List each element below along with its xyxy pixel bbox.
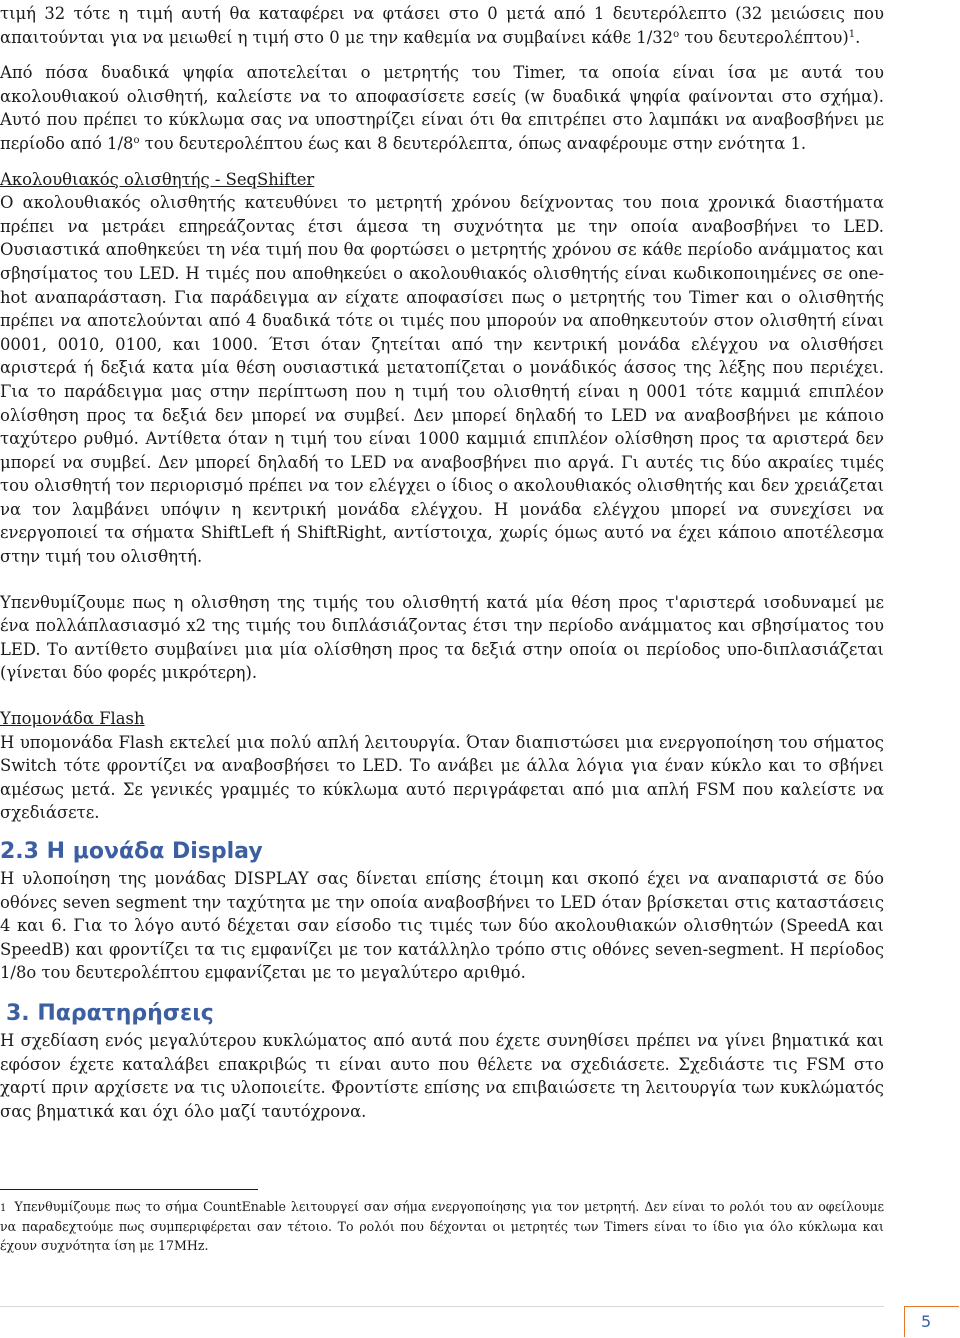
paragraph-timer-bits	[0, 61, 884, 155]
paragraph-remarks: Η σχεδίαση ενός μεγαλύτερου κυκλώματος από αυτά που έχετε συνηθίσει πρέπει να γίνει βηματικά και εφόσον έχετε καταλάβει επακριβώς τι είναι αυτο που θέλετε να σχεδιάσετε. Σχεδιάστε τις FSM στο χαρτί πριν αρχίσετε να τις υλοποιείτε. Φροντίστε επίσης να επιβαιώσετε τη λειτουργία των κυκλώματός σας βηματικά και όχι όλο μαζί ταυτόχρονα.	[0, 1030, 884, 1121]
section-heading-remarks: 3. Παρατηρήσεις	[6, 1000, 214, 1026]
text-run: του δευτερολέπτου)	[679, 27, 849, 47]
superscript: ο	[673, 28, 680, 40]
paragraph-shift-reminder: Υπενθυμίζουμε πως η ολισθηση της τιμής του ολισθητή κατά μία θέση προς τ'αριστερά ισοδυναμεί με ένα πολλάπλασιασμό x2 της τιμής του διπλάσιάζοντας έτσι την περίοδο ανάμματος και σβησίματος του LED. Το αντίθετο συμβαίνει μια μία ολίσθηση προς τα δεξιά στην οποία οι περίοδος υπο-διπλασιάζεται (γίνεται δύο φορές μικρότερη).	[0, 592, 884, 683]
section-heading-display: 2.3 Η μονάδα Display	[0, 839, 263, 864]
footnote-separator	[0, 1189, 258, 1190]
text-run: τιμή 32 τότε η τιμή αυτή θα καταφέρει να φτάσει στο 0 μετά από 1 δευτερόλεπτο (32 μειώσεις που απαιτούνται για να μειωθεί η τιμή στο 0 με την καθεμία να συμβαίνει κάθε 1/32	[0, 4, 884, 47]
paragraph-seqshifter: Ο ακολουθιακός ολισθητής κατευθύνει το μετρητή χρόνου δείχνοντας του ποια χρονικά διαστήματα πρέπει να μετράει επηρεάζοντας έτσι άμεσα τη συχνότητα με την οποία αναβοσβήνει το LED. Ουσιαστικά αποθηκεύει τη νέα τιμή που θα φορτώσει ο μετρητής χρόνου σε κάθε περίοδο ανάμματος και σβησίματος του LED. Η τιμές που αποθηκεύει ο ακολουθιακός ολισθητής είναι κωδικοποιημένες σε one-hot αναπαράσταση. Για παράδειγμα αν είχατε αποφασίσει πως ο μετρητής του Timer και ο ολισθητής πρέπει να αποτελούνται από 4 δυαδικά τότε οι τιμές που μπορούν να αποθηκευτούν στον ολισθητή είναι 0001, 0010, 0100, και 1000. Έτσι όταν ζητείται από την κεντρική μονάδα ελέγχου να ολισθήσει αριστερά ή δεξιά κατα μία θέση ουσιαστικά μετατοπίζεται ο μονάδικός άσσος της λέξης που περιέχει. Για το παράδειγμα μας στην περίπτωση που η τιμή του ολισθητή είναι η 0001 τότε καμμιά επιπλέον ολίσθηση προς τα δεξιά δεν μπορεί να συμβεί. Δεν μπορεί δηλαδή το LED να αναβοσβήνει με κάποιο ταχύτερο ρυθμό. Αντίθετα όταν η τιμή του είναι 1000 καμμιά επιπλέον ολίσθηση προς τα αριστερά δεν μπορεί να συμβεί. Δεν μπορεί δηλαδή το LED να αναβοσβήνει πιο αργά. Γι αυτές τις δύο ακραίες τιμές του ολισθητή τον περιορισμό πρέπει να τον ελέγχει ο ίδιος ο ακολουθιακός ολισθητής και δεν χρειάζεται να τον λαμβάνει υπόψιν η κεντρική μονάδα ελέγχου. Η μονάδα ελέγχου μπορεί να συνεχίσει να ενεργοποιεί τα σήματα ShiftLeft ή ShiftRight, αντίστοιχα, χωρίς όμως αυτό να έχει κάποιο αποτέλεσμα στην τιμή του ολισθητή.	[0, 193, 884, 567]
subheading-seqshifter: Ακολουθιακός ολισθητής - SeqShifter	[0, 169, 315, 189]
footnote	[0, 1198, 884, 1255]
footer-divider	[0, 1306, 884, 1307]
subheading-flash: Υπομονάδα Flash	[0, 709, 145, 729]
paragraph-flash: Η υπομονάδα Flash εκτελεί μια πολύ απλή λειτουργία. Όταν διαπιστώσει μια ενεργοποίηση του σήματος Switch τότε φροντίζει να αναβοσβήσει το LED. Το ανάβει με άλλα λόγια για έναν κύκλο και το σβήνει αμέσως μετά. Σε γενικές γραμμές το κύκλωμα αυτό περιγράφεται από μια απλή FSM που καλείστε να σχεδιάσετε.	[0, 732, 884, 823]
body-text	[0, 2, 884, 1123]
superscript: ο	[133, 134, 140, 146]
footnote-text: Υπενθυμίζουμε πως το σήμα CountEnable λειτουργεί σαν σήμα ενεργοποίησης για τον μετρητή. Δεν είναι το ρολόι του αν οφείλουμε να παραδεχτούμε πως συμπεριφέρεται σαν τέτοιο. Το ρολόι που δέχονται οι μετρητές των Timers είναι το ίδιο για όλο κύκλωμα και έχουν συχνότητα ίση με 17MHz.	[0, 1199, 884, 1253]
text-run: Από πόσα δυαδικά ψηφία αποτελείται ο μετρητής του Timer, τα οποία είναι ίσα με αυτά του ακολουθιακού ολισθητή, καλείστε να το αποφασίσετε εσείς (w δυαδικά ψηφία φαίνονται στο σχήμα). Αυτό που πρέπει το κύκλωμα σας να υποστηρίζει είναι ότι θα επιτρέπει στο λαμπάκι να αναβοσβήνει με περίοδο από 1/8	[0, 63, 884, 153]
page-number: 5	[921, 1312, 932, 1331]
page-number-frame	[904, 1306, 959, 1337]
footnote-reference[interactable]: 1	[848, 28, 856, 40]
text-run: .	[855, 27, 861, 47]
paragraph-display: Η υλοποίηση της μονάδας DISPLAY σας δίνεται επίσης έτοιμη και σκοπό έχει να αναπαριστά σε δύο οθόνες seven segment την ταχύτητα με την οποία αναβοσβήνει το LED όταν βρίσκεται στις καταστάσεις 4 και 6. Για το λόγο αυτό δέχεται σαν είσοδο τις τιμές των δύο ακολουθιακών ολισθητών (SpeedA και SpeedB) και φροντίζει τα τις εμφανίζει με τον κατάλληλο τρόπο στις οθόνες seven-segment. Η περίοδος 1/8ο του δευτερολέπτου εμφανίζεται με το μεγαλύτερο αριθμό.	[0, 869, 884, 983]
paragraph-timer-continuation	[0, 2, 884, 49]
footnote-number: 1	[0, 1203, 7, 1214]
text-run: του δευτερολέπτου έως και 8 δευτερόλεπτα, όπως αναφέρουμε στην ενότητα 1.	[139, 133, 807, 153]
